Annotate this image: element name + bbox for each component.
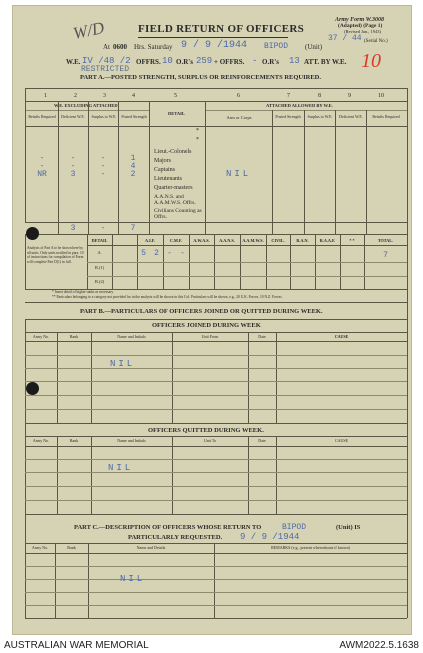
col-number: 10	[378, 93, 384, 99]
analysis-col-aamws: A.A.M.W.S.	[242, 238, 264, 243]
quitted-nil: NIL	[108, 463, 134, 473]
cell: -	[100, 162, 106, 171]
analysis-col-civil: CIVIL.	[271, 238, 285, 243]
att-ors-value: 13	[289, 56, 300, 66]
ors-label: O.R's	[176, 58, 193, 66]
quitted-col-unit-to: Unit To	[203, 438, 217, 443]
surplus-header: Surplus to W.E.	[91, 114, 117, 119]
cell: 4	[130, 162, 136, 171]
att-by-we-label: ATT. BY W.E.	[304, 58, 347, 66]
cell: -	[39, 154, 45, 163]
cell: NR	[37, 170, 47, 179]
handwritten-red-number: 10	[361, 50, 381, 72]
return-date: 9 / 9 /1944	[181, 40, 248, 51]
joined-col-army-no: Army No.	[32, 334, 50, 339]
joined-col-rank: Rank	[69, 334, 79, 339]
cell: 3	[70, 170, 76, 179]
rank-quarter-masters: Quarter-masters	[154, 185, 193, 191]
analysis-col-raaf: R.A.A.F.	[319, 238, 336, 243]
unit-label: (Unit)	[305, 43, 323, 51]
analysis-col-cmf: C.M.F.	[169, 238, 183, 243]
analysis-a-aif: 5	[141, 249, 146, 258]
analysis-col-ran: R.A.N.	[296, 238, 309, 243]
offrs-value: 10	[162, 56, 173, 66]
cell: -	[100, 170, 106, 179]
archive-footer	[0, 638, 423, 653]
quitted-title: OFFICERS QUITTED DURING WEEK.	[148, 427, 264, 434]
rank-aans: A.A.N.S. and A.A.M.W.S. Offrs.	[154, 194, 196, 206]
offrs-label: OFFRS.	[136, 58, 161, 66]
part-c-col-remarks: REMARKS (e.g., present whereabouts if known)	[271, 545, 350, 550]
rank-lieut-colonels: Lieut.-Colonels	[154, 149, 192, 155]
plus-offrs-label: + OFFRS.	[214, 58, 245, 66]
revised-label: (Revised Jan., 1943)	[344, 29, 381, 34]
serial-label: (Serial No.)	[364, 39, 388, 44]
part-b-title: PART B.—PARTICULARS OF OFFICERS JOINED OR QUITTED DURING WEEK.	[80, 308, 323, 315]
form-title: FIELD RETURN OF OFFICERS	[138, 23, 305, 35]
total-posted: 7	[130, 224, 136, 233]
att-posted-header: Posted Strength	[275, 114, 301, 119]
analysis-col-awas: A.W.A.S.	[193, 238, 210, 243]
analysis-note: Analysis of Part A to be shown here by all units. Only units notified in para. 10 of instructions for compilation of Form will complete Part D(1) in full.	[27, 246, 84, 264]
arm-corps-header: Arm or Corps	[226, 115, 252, 120]
quitted-col-date: Date	[258, 438, 266, 443]
rank-majors: Majors	[154, 158, 171, 164]
attached-allowed-header: ATTACHED ALLOWED BY W.E.	[266, 103, 333, 108]
analysis-a-cmf: 2	[154, 249, 159, 258]
hrs-label: Hrs. Saturday	[134, 43, 173, 51]
att-deficient-header: Deficient W.E.	[339, 114, 363, 119]
part-c-title: PART C.—DESCRIPTION OF OFFICERS WHOSE RETURN TO	[74, 524, 262, 531]
col-number: 5	[174, 93, 177, 99]
part-c-unit-label: (Unit) IS	[336, 524, 361, 531]
posted-strength-header: Posted Strength	[121, 114, 147, 119]
att-offrs-value: -	[252, 56, 258, 66]
col-number: 6	[237, 93, 240, 99]
part-c-unit: BIPOD	[282, 523, 307, 532]
asterisk-mark: *	[196, 137, 199, 143]
cell: -	[70, 154, 76, 163]
rank-civilians: Civilians Counting as Offrs.	[154, 208, 202, 220]
part-a-title: PART A.—POSTED STRENGTH, SURPLUS OR REINFORCEMENTS REQUIRED.	[80, 74, 321, 81]
joined-col-cause: CAUSE	[334, 334, 349, 339]
analysis-a-dash: -	[180, 249, 185, 258]
at-label: At	[103, 43, 110, 51]
joined-col-name: Name and Initials	[117, 334, 146, 339]
col-number: 9	[348, 93, 351, 99]
joined-nil: NIL	[110, 359, 136, 369]
cell: -	[100, 154, 106, 163]
total-surplus: -	[100, 224, 106, 233]
analysis-col-other: * *	[349, 238, 355, 243]
col-number: 1	[44, 93, 47, 99]
analysis-col-total: TOTAL.	[377, 238, 394, 243]
reinfts-required-header: Reinfts Required	[28, 114, 56, 119]
col-number: 7	[287, 93, 290, 99]
restricted-stamp: RESTRICTED	[81, 65, 130, 74]
part-c-title-line2: PARTICULARLY REQUESTED.	[128, 534, 223, 541]
col-number: 8	[318, 93, 321, 99]
asterisk-mark: *	[196, 128, 199, 134]
rank-captains: Captains	[154, 167, 175, 173]
handwritten-tag: W/D	[71, 17, 106, 44]
detail-header: DETAIL	[168, 111, 185, 116]
analysis-col-detail: DETAIL	[91, 238, 108, 243]
deficient-header: Deficient W.E.	[61, 114, 85, 119]
att-reinfts-header: Reinfts Required	[372, 114, 400, 119]
quitted-col-cause: CAUSE	[334, 438, 349, 443]
quitted-col-name: Name and Initials	[117, 438, 146, 443]
we-value: IV /48 /2	[82, 56, 131, 66]
analysis-row-b1: B.(1)	[94, 265, 105, 270]
analysis-row-b2: B.(2)	[94, 279, 105, 284]
analysis-a-total: 7	[383, 251, 388, 260]
col-number: 2	[74, 93, 77, 99]
analysis-col-aans: A.A.N.S.	[219, 238, 235, 243]
part-c-date: 9 / 9 /1944	[240, 532, 300, 542]
part-c-col-rank: Rank	[67, 545, 76, 550]
army-form-number: Army Form W.3008	[335, 17, 384, 23]
part-c-nil: NIL	[120, 574, 146, 584]
quitted-col-rank: Rank	[69, 438, 79, 443]
punch-hole	[26, 382, 39, 395]
serial-number: 37 / 44	[328, 34, 362, 43]
joined-col-date: Date	[258, 334, 266, 339]
analysis-a-dash: -	[167, 249, 172, 258]
footnote-2: ** Particulars belonging to a category not provided for in the analysis will be shown in this Col. Particulars will be shown, e.g., 20 U.K. Forces, 10 N.Z. Forces.	[52, 295, 283, 299]
punch-hole	[26, 227, 39, 240]
we-excl-attached-header: W.E. EXCLUDING ATTACHED	[54, 103, 118, 108]
att-surplus-header: Surplus to W.E.	[307, 114, 333, 119]
part-c-col-army-no: Army No.	[31, 545, 49, 550]
part-c-col-name: Name and Details	[136, 545, 166, 550]
ors-label-2: O.R's	[262, 58, 279, 66]
cell: 1	[130, 154, 136, 163]
total-deficient: 3	[70, 224, 76, 233]
quitted-col-army-no: Army No.	[32, 438, 50, 443]
analysis-row-a: A.	[97, 250, 102, 255]
unit-stamp: BIPOD	[264, 42, 289, 51]
adapted-label: (Adapted) (Page 1)	[338, 23, 383, 29]
attached-nil: NIL	[226, 169, 252, 179]
footnote-1: * Insert detail of higher ranks as necessary.	[52, 290, 114, 294]
analysis-col-aif: A.I.F.	[145, 238, 155, 243]
cell: 2	[130, 170, 136, 179]
ors-value: 259	[196, 56, 213, 66]
rank-lieutenants: Lieutenants	[154, 176, 182, 182]
archive-name: AUSTRALIAN WAR MEMORIAL	[4, 640, 149, 651]
col-number: 3	[103, 93, 106, 99]
archive-reference: AWM2022.5.1638	[339, 640, 419, 651]
joined-col-unit-from: Unit From	[201, 334, 219, 339]
we-label: W.E.	[66, 58, 81, 66]
time-value: 0600	[113, 43, 127, 51]
joined-title: OFFICERS JOINED DURING WEEK	[152, 322, 261, 329]
cell: -	[39, 162, 45, 171]
col-number: 4	[132, 93, 135, 99]
cell: -	[70, 162, 76, 171]
